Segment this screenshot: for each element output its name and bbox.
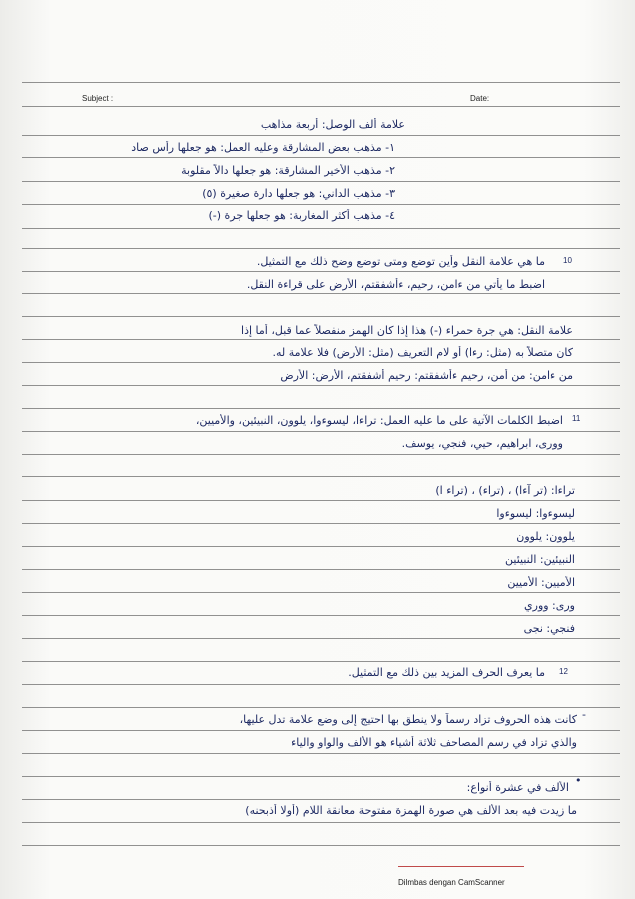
question-12-answer-2: والذي تزاد في رسم المصاحف ثلاثة أشياء هو الألف والواو والياء [291,736,577,749]
question-11-text: اضبط الكلمات الآتية على ما عليه العمل: تراءا، ليسوءوا، يلوون، النبيئين، والأميين، [195,414,563,427]
ruled-line [22,408,620,409]
ruled-line [22,523,620,524]
ruled-line [22,204,620,205]
ruled-line [22,157,620,158]
ruled-line [22,106,620,107]
ruled-line [22,638,620,639]
footer-divider [398,866,524,867]
question-10-text: ما هي علامة النقل وأين توضع ومتى توضع وضح ذلك مع التمثيل. [256,255,545,268]
ruled-line [22,181,620,182]
question-11-answer-2: ليسوءوا: ليسوءوا [496,507,575,520]
ruled-line [22,500,620,501]
ruled-line [22,476,620,477]
ruled-line [22,228,620,229]
intro-item-3: ٣- مذهب الداني: هو جعلها دارة صغيرة (٥) [202,187,395,200]
ruled-line [22,684,620,685]
intro-item-1: ١- مذهب بعض المشارقة وعليه العمل: هو جعلها رأس صاد [131,141,395,154]
ruled-line [22,822,620,823]
ruled-line [22,248,620,249]
ruled-line [22,592,620,593]
ruled-line [22,362,620,363]
question-11-answer-7: فنجي: نجى [523,622,575,635]
question-10-number: 10 [563,256,572,265]
question-12-text: ما يعرف الحرف المزيد بين ذلك مع التمثيل. [348,666,545,679]
question-11-number: 11 [572,414,581,423]
date-label: Date: [470,94,490,103]
ruled-line [22,316,620,317]
ruled-line [22,707,620,708]
ruled-line [22,845,620,846]
question-12-answer-4: ما زيدت فيه بعد الألف هي صورة الهمزة مفتوحة معانقة اللام (أولا أذبحنه) [245,804,577,817]
scanner-watermark: Dilmbas dengan CamScanner [398,878,505,887]
ruled-line [22,385,620,386]
ruled-line [22,82,620,83]
bullet-dash: - [582,708,586,721]
question-10-answer-1: علامة النقل: هي جرة حمراء (-) هذا إذا كان الهمز منفصلاً عما قبل، أما إذا [241,324,573,337]
ruled-line [22,776,620,777]
question-11-answer-4: النبيئين: النبيئين [505,553,575,566]
ruled-line [22,661,620,662]
question-12-answer-3: الألف في عشرة أنواع: [466,781,569,794]
question-11-answer-6: ورى: ووري [524,599,575,612]
ruled-line [22,454,620,455]
question-12-answer-1: كانت هذه الحروف تزاد رسماً ولا ينطق بها احتيج إلى وضع علامة تدل عليها، [239,713,577,726]
ruled-line [22,135,620,136]
question-10-answer-3: من ءامن: من أمن، رحيم ءأشفقتم: رحيم أشفقتم، الأرض: الأرض [280,369,573,382]
ruled-line [22,431,620,432]
ruled-line [22,615,620,616]
ruled-line [22,730,620,731]
question-11-answer-5: الأميين: الأميين [507,576,575,589]
question-11-answer-3: يلوون: يلوون [516,530,575,543]
bullet-dot: • [575,774,582,787]
intro-item-4: ٤- مذهب أكثر المغاربة: هو جعلها جرة (-) [208,209,395,222]
ruled-line [22,569,620,570]
intro-item-2: ٢- مذهب الأخير المشارقة: هو جعلها دالاً مقلوبة [181,164,395,177]
question-12-number: 12 [559,667,568,676]
ruled-line [22,293,620,294]
ruled-line [22,271,620,272]
subject-label: Subject : [82,94,114,103]
question-10-answer-2: كان متصلاً به (مثل: رءا) أو لام التعريف (مثل: الأرض) فلا علامة له. [272,346,573,359]
intro-title: علامة ألف الوصل: أربعة مذاهب [260,118,405,131]
question-11-text-cont: وورى، ابراهيم، حيي، فنجي، يوسف. [401,437,563,450]
ruled-line [22,799,620,800]
question-11-answer-1: تراءا: (تر آءا) ، (تراء) ، (تراء ا) [435,484,575,497]
ruled-line [22,546,620,547]
ruled-line [22,339,620,340]
question-10-instruction: اضبط ما يأتي من ءامن، رحيم، ءأشفقتم، الأرض على قراءة النقل. [246,278,545,291]
ruled-line [22,753,620,754]
